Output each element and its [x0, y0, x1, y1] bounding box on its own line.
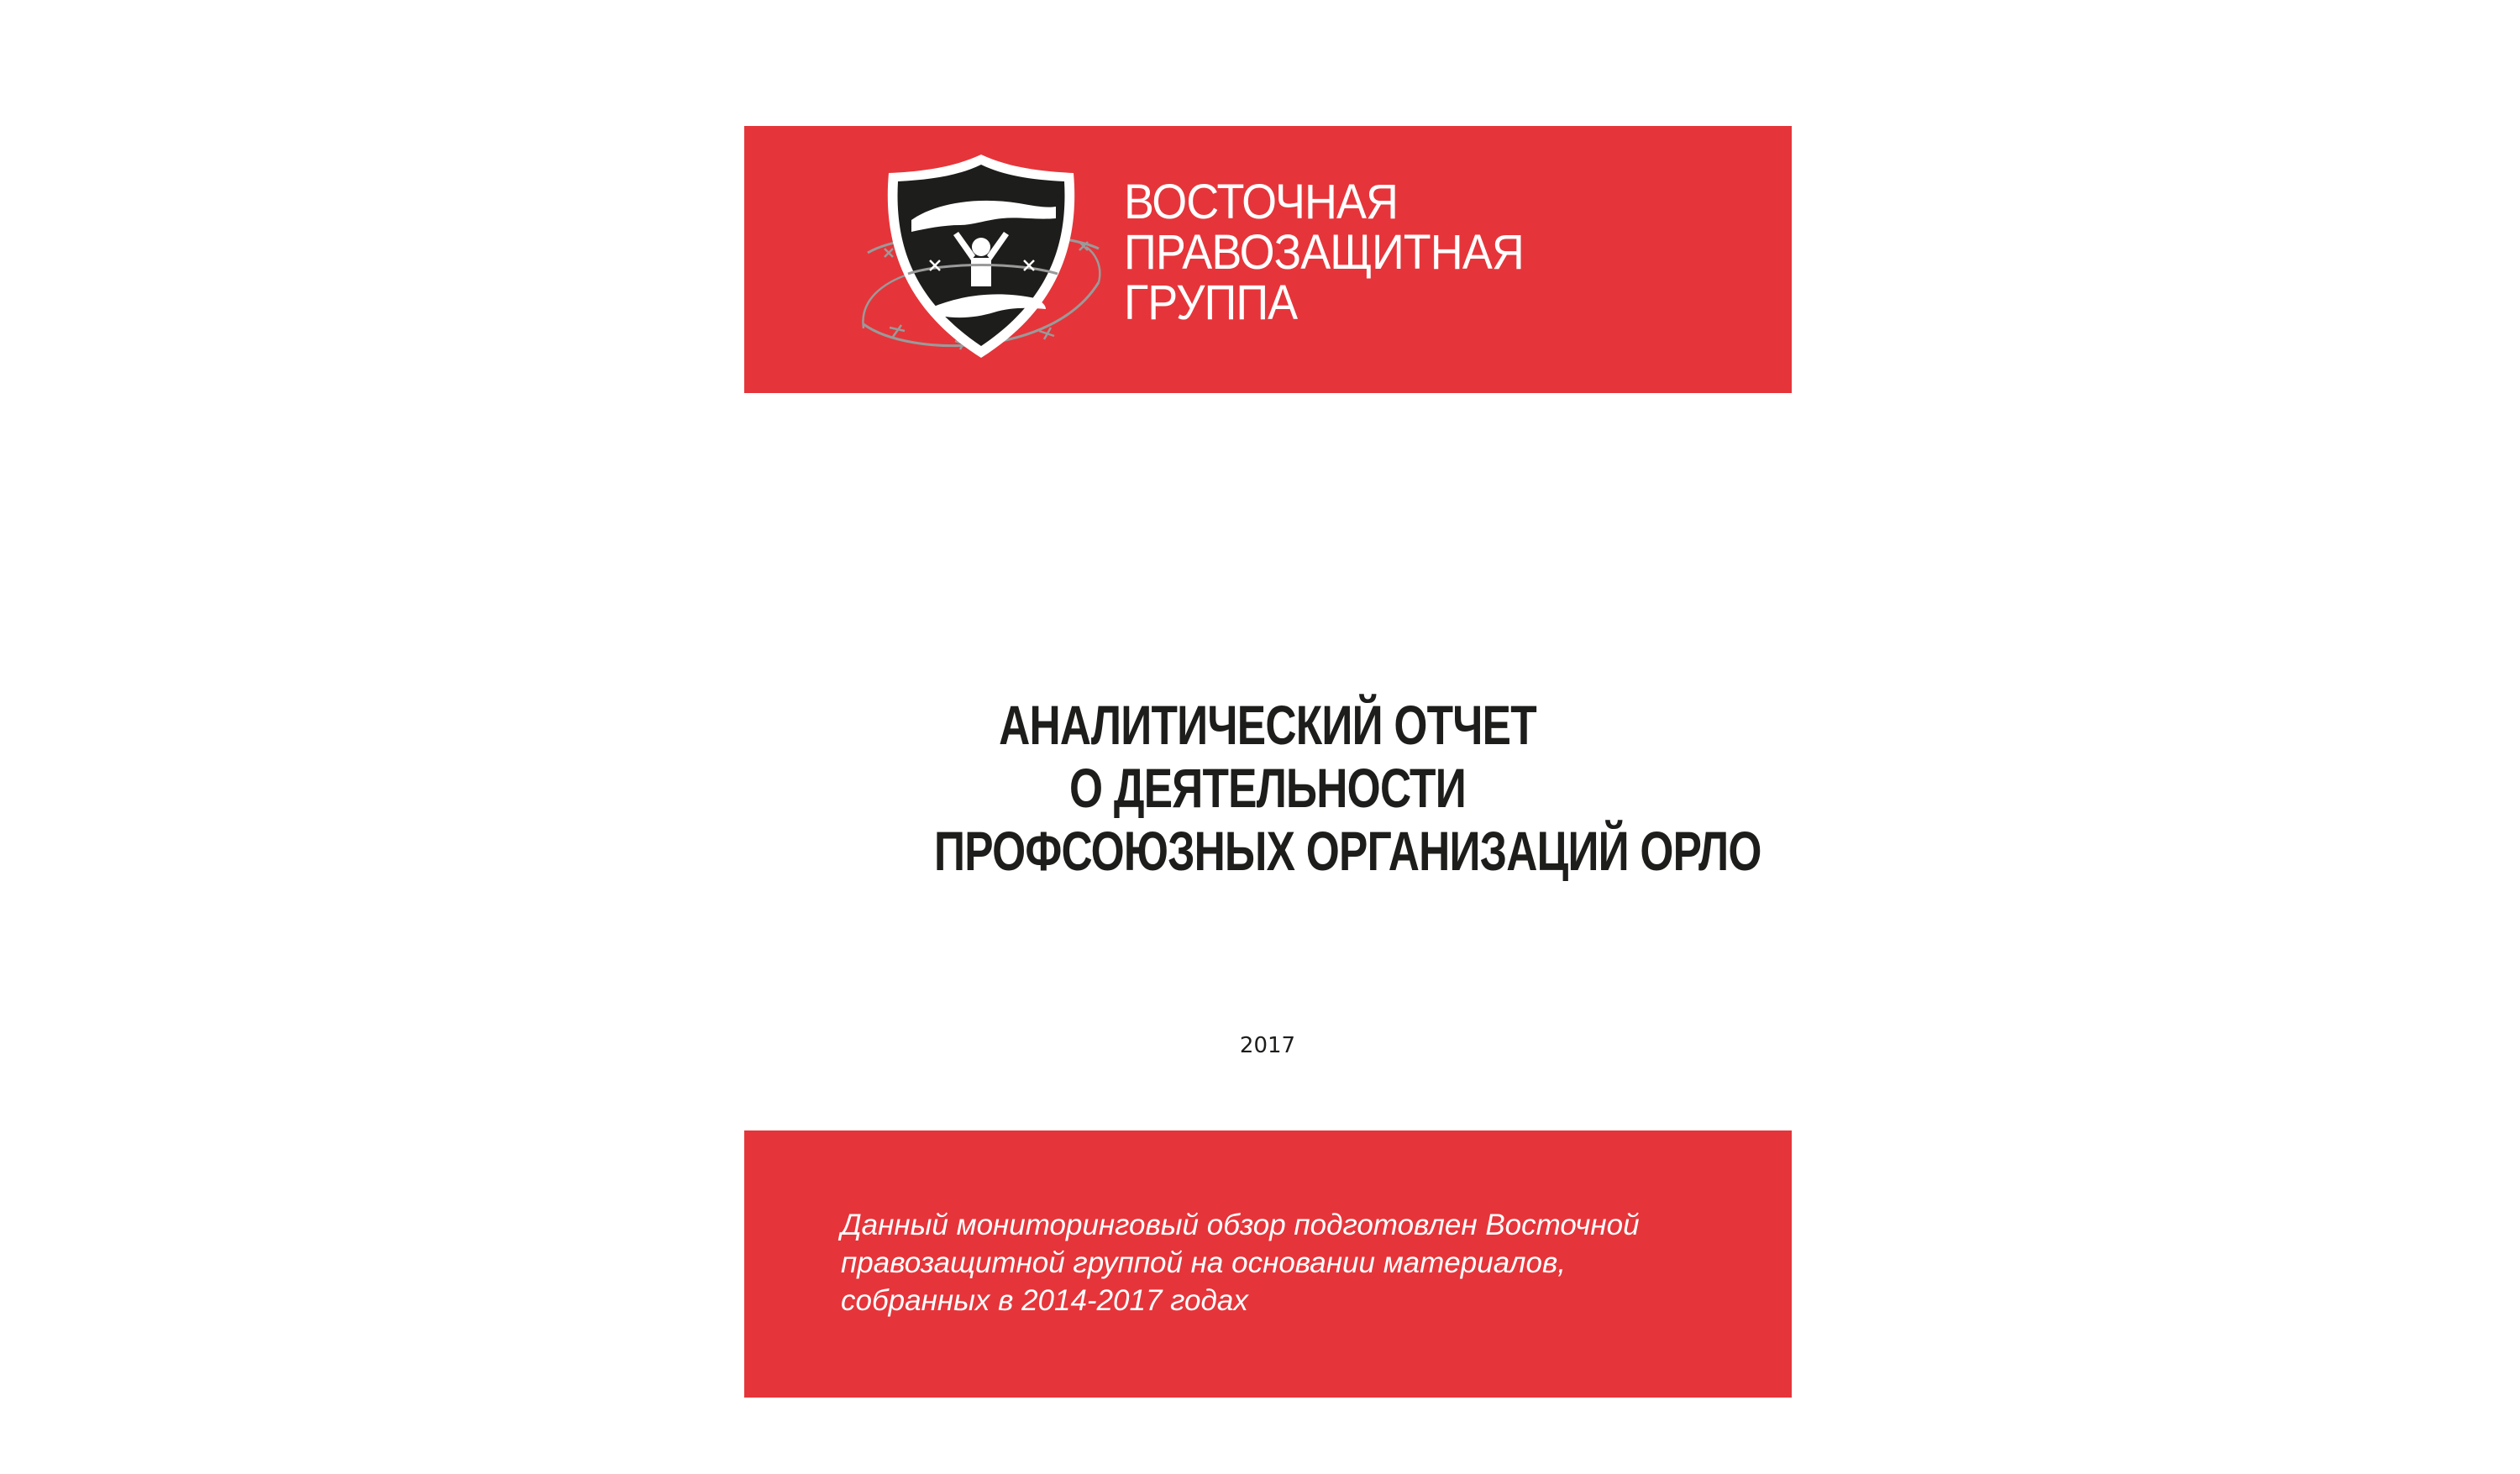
organization-name-line-1: ВОСТОЧНАЯ [1124, 175, 1399, 229]
description-line-3: собранных в 2014-2017 годах [841, 1284, 1248, 1317]
footer-banner [744, 1130, 1792, 1398]
organization-name [1124, 177, 1524, 328]
shield-hands-barbed-wire-icon [859, 148, 1103, 365]
header-banner [744, 126, 1792, 393]
description-line-2: правозащитной группой на основании материалов, [841, 1246, 1566, 1279]
report-title-line-1: АНАЛИТИЧЕСКИЙ ОТЧЕТ [999, 694, 1536, 756]
organization-name-line-2: ПРАВОЗАЩИТНАЯ [1124, 225, 1524, 280]
description-line-1: Данный мониторинговый обзор подготовлен Восточной [841, 1209, 1640, 1241]
report-title [840, 694, 1761, 883]
publication-year: 2017 [1239, 1033, 1296, 1058]
report-description [841, 1206, 1731, 1319]
report-title-line-3: ПРОФСОЮЗНЫХ ОРГАНИЗАЦИЙ ОРЛО [933, 820, 1761, 882]
report-title-line-2: О ДЕЯТЕЛЬНОСТИ [1069, 757, 1466, 819]
organization-name-line-3: ГРУППА [1124, 275, 1298, 330]
